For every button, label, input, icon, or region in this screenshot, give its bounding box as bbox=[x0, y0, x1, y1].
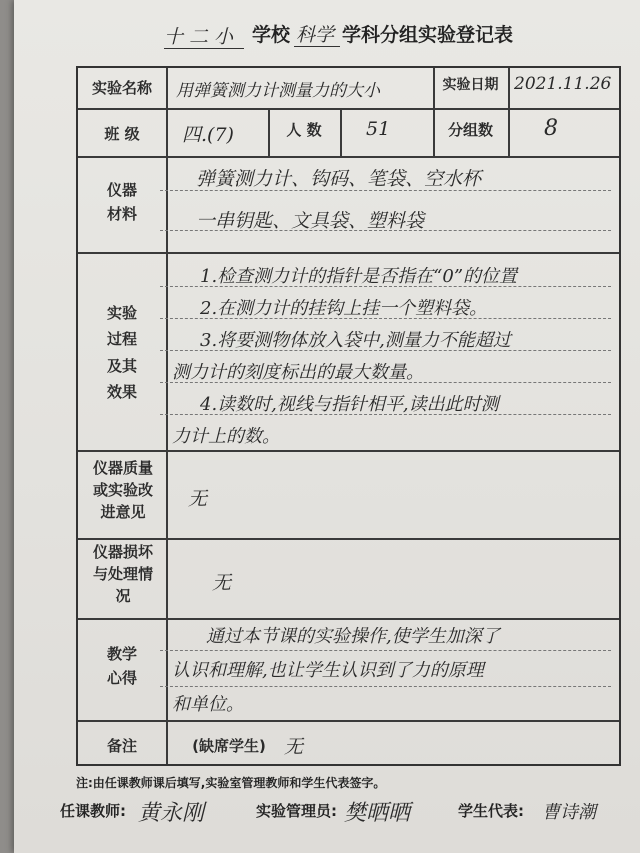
row-divider bbox=[78, 108, 619, 110]
label-column-divider bbox=[166, 68, 168, 764]
reflection-line-2: 认识和理解,也让学生认识到了力的原理 bbox=[172, 660, 484, 681]
row-divider bbox=[78, 156, 619, 158]
experiment-date-label: 实验日期 bbox=[442, 77, 499, 93]
ruled-line bbox=[160, 686, 611, 688]
school-suffix: 学校 bbox=[252, 24, 291, 46]
process-line-6: 力计上的数。 bbox=[172, 426, 280, 447]
experiment-date-value: 2021.11.26 bbox=[514, 74, 612, 94]
lab-manager-signature: 樊晒晒 bbox=[344, 801, 411, 826]
form-table bbox=[76, 66, 621, 766]
lab-manager-label: 实验管理员: bbox=[256, 802, 337, 820]
row-divider bbox=[78, 618, 619, 620]
groups-value: 8 bbox=[544, 116, 558, 141]
quality-value: 无 bbox=[188, 488, 208, 510]
remarks-value: 无 bbox=[284, 736, 304, 758]
equipment-label: 仪器材料 bbox=[106, 181, 137, 223]
row-divider bbox=[78, 252, 619, 254]
process-line-1: 1.检查测力计的指针是否指在“0”的位置 bbox=[200, 266, 518, 287]
process-label: 实验过程及其效果 bbox=[106, 304, 137, 401]
class-label: 班 级 bbox=[104, 125, 140, 143]
subject-underline bbox=[294, 46, 340, 47]
damage-label: 仪器损坏与处理情况 bbox=[92, 543, 153, 605]
process-line-4: 测力计的刻度标出的最大数量。 bbox=[172, 362, 424, 383]
reflection-label: 教学心得 bbox=[106, 645, 137, 687]
equipment-line-2: 一串钥匙、文具袋、塑料袋 bbox=[196, 210, 425, 232]
damage-value: 无 bbox=[212, 572, 232, 594]
student-rep-label: 学生代表: bbox=[458, 802, 524, 820]
subject-name: 科学 bbox=[296, 24, 335, 46]
row-divider bbox=[78, 450, 619, 452]
row-divider bbox=[78, 538, 619, 540]
teacher-signature: 黄永刚 bbox=[138, 801, 205, 826]
school-name: 十二小 bbox=[164, 26, 240, 48]
ruled-line bbox=[160, 650, 611, 652]
process-line-5: 4.读数时,视线与指针相平,读出此时测 bbox=[200, 394, 499, 415]
teacher-label: 任课教师: bbox=[60, 802, 126, 820]
col-divider bbox=[340, 108, 342, 156]
school-underline bbox=[164, 48, 244, 49]
form-name: 学科分组实验登记表 bbox=[342, 24, 514, 46]
quality-label: 仪器质量或实验改进意见 bbox=[92, 459, 153, 521]
registration-form-sheet bbox=[14, 0, 640, 853]
footnote: 注:由任课教师课后填写,实验室管理教师和学生代表签字。 bbox=[76, 776, 386, 790]
reflection-line-3: 和单位。 bbox=[172, 694, 244, 715]
groups-label: 分组数 bbox=[447, 121, 493, 139]
student-rep-signature: 曹诗潮 bbox=[542, 802, 596, 823]
col-divider bbox=[508, 68, 510, 156]
experiment-name-value: 用弹簧测力计测量力的大小 bbox=[176, 81, 380, 101]
process-line-3: 3.将要测物体放入袋中,测量力不能超过 bbox=[200, 330, 511, 351]
experiment-name-label: 实验名称 bbox=[91, 79, 152, 97]
people-label: 人 数 bbox=[286, 121, 322, 139]
row-divider bbox=[78, 720, 619, 722]
process-line-2: 2.在测力计的挂钩上挂一个塑料袋。 bbox=[200, 298, 488, 319]
remarks-label: 备注 bbox=[106, 737, 137, 755]
form-title bbox=[164, 14, 564, 54]
equipment-line-1: 弹簧测力计、钩码、笔袋、空水杯 bbox=[196, 168, 482, 190]
people-value: 51 bbox=[366, 118, 391, 140]
reflection-line-1: 通过本节课的实验操作,使学生加深了 bbox=[206, 626, 500, 647]
remarks-prefix: (缺席学生) bbox=[192, 737, 266, 755]
class-value: 四.(7) bbox=[182, 124, 234, 146]
